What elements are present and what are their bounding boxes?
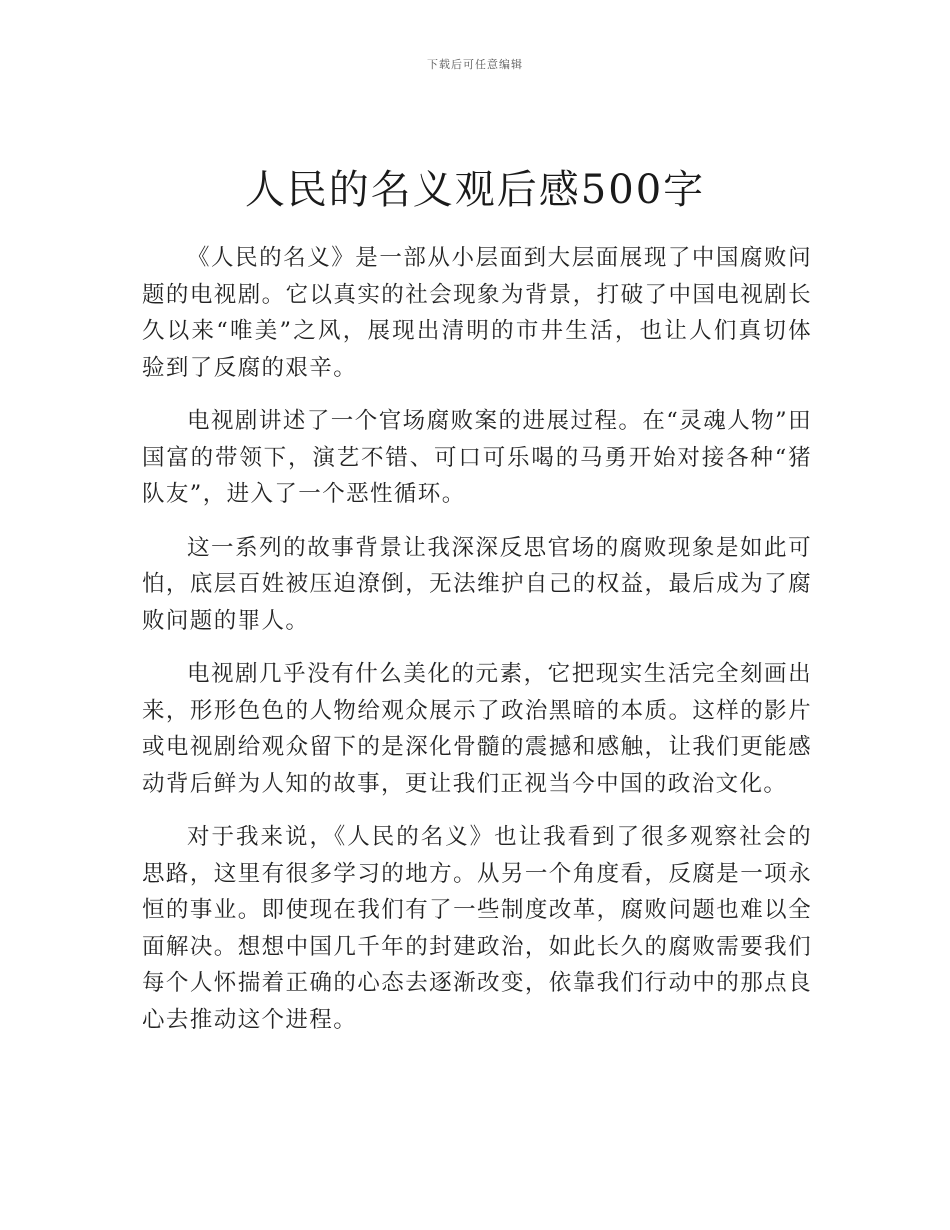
document-title: 人民的名义观后感500字 <box>244 167 706 213</box>
paragraph-4: 电视剧几乎没有什么美化的元素，它把现实生活完全刻画出来，形形色色的人物给观众展示了政治黑暗的本质。这样的影片或电视剧给观众留下的是深化骨髓的震撼和感触，让我们更能感动背后鲜为人知的故事，更让我们正视当今中国的政治文化。 <box>142 661 812 797</box>
paragraph-1: 《人民的名义》是一部从小层面到大层面展现了中国腐败问题的电视剧。它以真实的社会现象为背景，打破了中国电视剧长久以来“唯美”之风，展现出清明的市井生活，也让人们真切体验到了反腐的艰辛。 <box>142 245 812 381</box>
paragraph-3: 这一系列的故事背景让我深深反思官场的腐败现象是如此可怕，底层百姓被压迫潦倒，无法维护自己的权益，最后成为了腐败问题的罪人。 <box>142 534 812 634</box>
paragraph-5: 对于我来说，《人民的名义》也让我看到了很多观察社会的思路，这里有很多学习的地方。从另一个角度看，反腐是一项永恒的事业。即使现在我们有了一些制度改革，腐败问题也难以全面解决。想想中国几千年的封建政治，如此长久的腐败需要我们每个人怀揣着正确的心态去逐渐改变，依靠我们行动中的那点良心去推动这个进程。 <box>142 824 812 1033</box>
paragraph-2: 电视剧讲述了一个官场腐败案的进展过程。在“灵魂人物”田国富的带领下，演艺不错、可口可乐喝的马勇开始对接各种“猪队友”，进入了一个恶性循环。 <box>142 408 812 507</box>
page-header-note: 下载后可任意编辑 <box>427 58 523 71</box>
document-body <box>142 240 812 1055</box>
